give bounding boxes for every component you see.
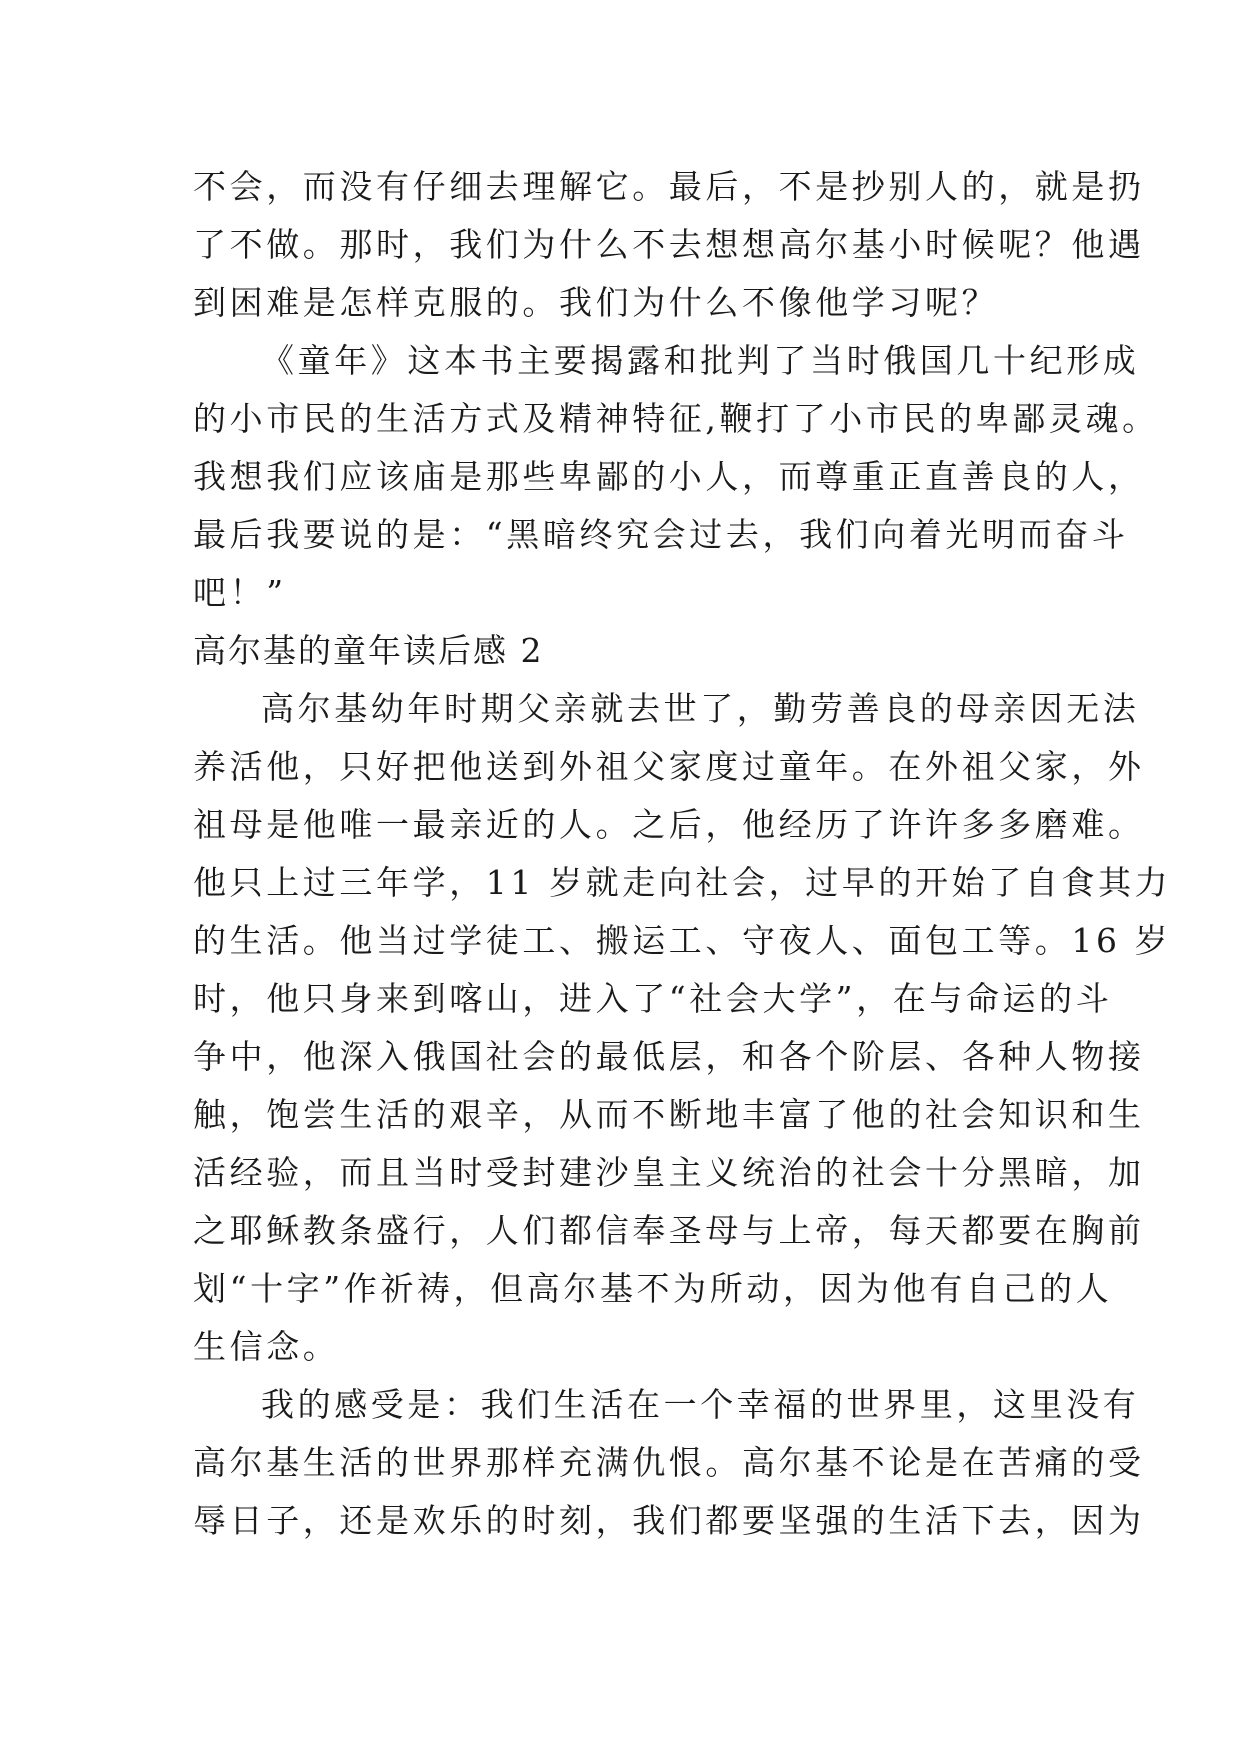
text-line: 养活他，只好把他送到外祖父家度过童年。在外祖父家，外 xyxy=(193,747,1145,786)
text-line: 之耶稣教条盛行，人们都信奉圣母与上帝，每天都要在胸前 xyxy=(193,1211,1145,1250)
paragraph-start-line: 我的感受是：我们生活在一个幸福的世界里，这里没有 xyxy=(261,1385,1140,1424)
text-line: 辱日子，还是欢乐的时刻，我们都要坚强的生活下去，因为 xyxy=(193,1501,1145,1540)
text-line: 触，饱尝生活的艰辛，从而不断地丰富了他的社会知识和生 xyxy=(193,1095,1145,1134)
paragraph-start-line: 高尔基幼年时期父亲就去世了，勤劳善良的母亲因无法 xyxy=(261,689,1140,728)
text-line: 到困难是怎样克服的。我们为什么不像他学习呢？ xyxy=(193,283,999,322)
text-line: 我想我们应该庙是那些卑鄙的小人，而尊重正直善良的人， xyxy=(193,457,1145,496)
text-line: 不会，而没有仔细去理解它。最后，不是抄别人的，就是扔 xyxy=(193,167,1145,206)
text-line: 高尔基生活的世界那样充满仇恨。高尔基不论是在苦痛的受 xyxy=(193,1443,1145,1482)
text-line: 祖母是他唯一最亲近的人。之后，他经历了许许多多磨难。 xyxy=(193,805,1145,844)
text-line: 生信念。 xyxy=(193,1327,340,1366)
text-line: 划“十字”作祈祷，但高尔基不为所动，因为他有自己的人 xyxy=(193,1269,1113,1308)
text-line: 的小市民的生活方式及精神特征,鞭打了小市民的卑鄙灵魂。 xyxy=(193,399,1159,438)
text-line: 吧！” xyxy=(193,573,287,612)
text-line: 的生活。他当过学徒工、搬运工、守夜人、面包工等。16 岁 xyxy=(193,921,1172,960)
paragraph-start-line: 《童年》这本书主要揭露和批判了当时俄国几十纪形成 xyxy=(261,341,1140,380)
text-line: 他只上过三年学，11 岁就走向社会，过早的开始了自食其力 xyxy=(193,863,1172,902)
text-line: 了不做。那时，我们为什么不去想想高尔基小时候呢？他遇 xyxy=(193,225,1145,264)
text-line: 争中，他深入俄国社会的最低层，和各个阶层、各种人物接 xyxy=(193,1037,1145,1076)
text-line: 最后我要说的是：“黑暗终究会过去，我们向着光明而奋斗 xyxy=(193,515,1129,554)
text-line: 活经验，而且当时受封建沙皇主义统治的社会十分黑暗，加 xyxy=(193,1153,1145,1192)
section-heading: 高尔基的童年读后感 2 xyxy=(193,631,544,670)
document-body xyxy=(193,158,1172,1550)
text-line: 时，他只身来到喀山，进入了“社会大学”，在与命运的斗 xyxy=(193,979,1113,1018)
